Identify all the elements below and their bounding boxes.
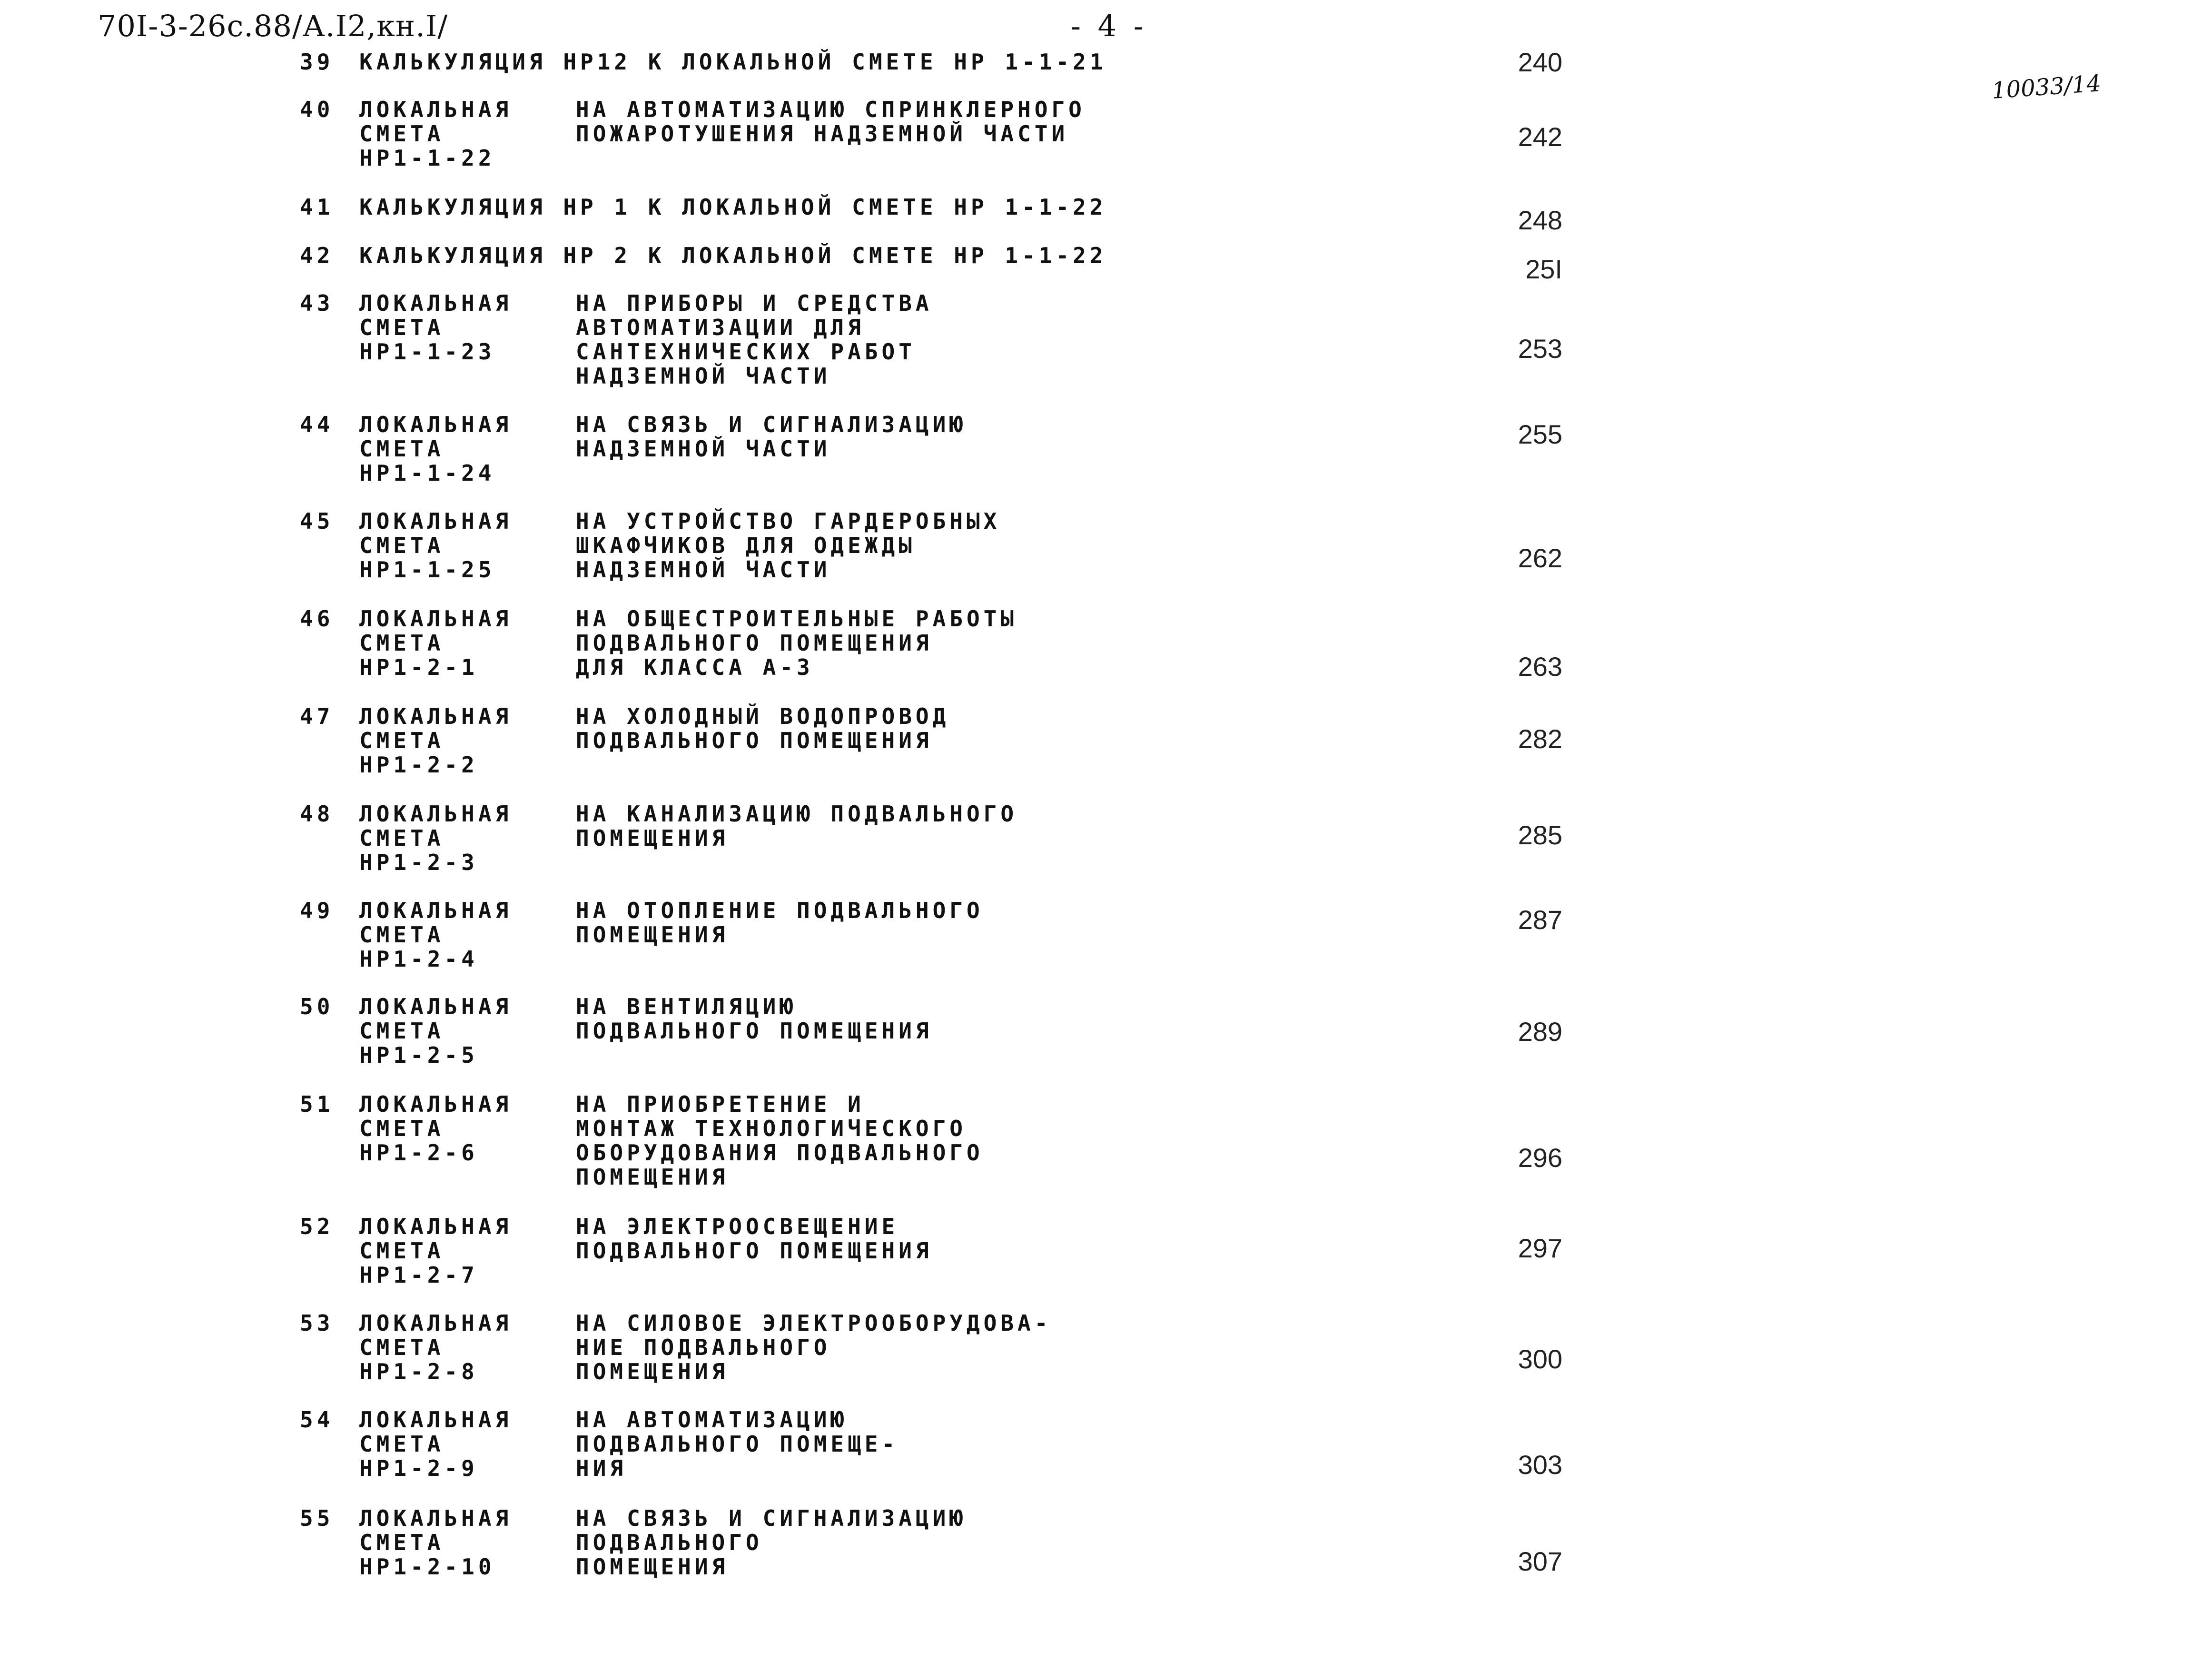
entry-calculation-title: КАЛЬКУЛЯЦИЯ НР 1 К ЛОКАЛЬНОЙ СМЕТЕ НР 1-1-22	[359, 194, 1107, 220]
entry-number: 39	[300, 49, 334, 75]
entry-document-type: ЛОКАЛЬНАЯ СМЕТА НР1-2-3	[359, 801, 513, 875]
entry-page-number: 242	[1518, 122, 1562, 152]
entry-description: НА ПРИОБРЕТЕНИЕ И МОНТАЖ ТЕХНОЛОГИЧЕСКОГО ОБОРУДОВАНИЯ ПОДВАЛЬНОГО ПОМЕЩЕНИЯ	[576, 1091, 984, 1190]
entry-page-number: 263	[1518, 652, 1562, 682]
entry-number: 47	[300, 703, 334, 729]
entry-document-type: ЛОКАЛЬНАЯ СМЕТА НР1-2-10	[359, 1505, 513, 1580]
entry-page-number: 303	[1518, 1450, 1562, 1480]
archive-stamp-number: 10033/14	[1991, 70, 2102, 104]
entry-page-number: 297	[1518, 1233, 1562, 1263]
entry-description: НА ЭЛЕКТРООСВЕЩЕНИЕ ПОДВАЛЬНОГО ПОМЕЩЕНИЯ	[576, 1214, 933, 1264]
entry-page-number: 296	[1518, 1143, 1562, 1173]
entry-document-type: ЛОКАЛЬНАЯ СМЕТА НР1-1-24	[359, 412, 513, 486]
entry-number: 44	[300, 412, 334, 437]
entry-document-type: ЛОКАЛЬНАЯ СМЕТА НР1-2-6	[359, 1091, 513, 1166]
entry-document-type: ЛОКАЛЬНАЯ СМЕТА НР1-2-7	[359, 1214, 513, 1288]
entry-page-number: 262	[1518, 543, 1562, 573]
entry-number: 51	[300, 1091, 334, 1117]
page-number: - 4 -	[1071, 9, 1147, 43]
entry-number: 45	[300, 508, 334, 534]
entry-page-number: 307	[1518, 1546, 1562, 1576]
entry-description: НА КАНАЛИЗАЦИЮ ПОДВАЛЬНОГО ПОМЕЩЕНИЯ	[576, 801, 1018, 851]
entry-number: 55	[300, 1505, 334, 1531]
entry-document-type: ЛОКАЛЬНАЯ СМЕТА НР1-1-25	[359, 508, 513, 583]
entry-description: НА СИЛОВОЕ ЭЛЕКТРООБОРУДОВА- НИЕ ПОДВАЛЬНОГО ПОМЕЩЕНИЯ	[576, 1310, 1052, 1384]
entry-description: НА ОТОПЛЕНИЕ ПОДВАЛЬНОГО ПОМЕЩЕНИЯ	[576, 898, 984, 948]
entry-page-number: 255	[1518, 419, 1562, 449]
entry-document-type: ЛОКАЛЬНАЯ СМЕТА НР1-1-23	[359, 290, 513, 365]
entry-page-number: 285	[1518, 820, 1562, 850]
entry-number: 43	[300, 290, 334, 316]
document-code: 70I-3-26с.88/А.I2,кн.I/	[98, 9, 448, 43]
entry-page-number: 248	[1518, 205, 1562, 235]
entry-description: НА АВТОМАТИЗАЦИЮ ПОДВАЛЬНОГО ПОМЕЩЕ- НИЯ	[576, 1407, 899, 1481]
entry-number: 52	[300, 1214, 334, 1239]
entry-page-number: 25I	[1525, 254, 1562, 284]
entry-document-type: ЛОКАЛЬНАЯ СМЕТА НР1-2-8	[359, 1310, 513, 1384]
entry-description: НА ПРИБОРЫ И СРЕДСТВА АВТОМАТИЗАЦИИ ДЛЯ САНТЕХНИЧЕСКИХ РАБОТ НАДЗЕМНОЙ ЧАСТИ	[576, 290, 933, 389]
entry-description: НА СВЯЗЬ И СИГНАЛИЗАЦИЮ ПОДВАЛЬНОГО ПОМЕЩЕНИЯ	[576, 1505, 967, 1580]
entry-page-number: 289	[1518, 1017, 1562, 1047]
entry-page-number: 282	[1518, 724, 1562, 754]
entry-document-type: ЛОКАЛЬНАЯ СМЕТА НР1-2-1	[359, 606, 513, 680]
entry-description: НА СВЯЗЬ И СИГНАЛИЗАЦИЮ НАДЗЕМНОЙ ЧАСТИ	[576, 412, 967, 462]
entry-page-number: 300	[1518, 1344, 1562, 1374]
entry-number: 48	[300, 801, 334, 827]
entry-description: НА ОБЩЕСТРОИТЕЛЬНЫЕ РАБОТЫ ПОДВАЛЬНОГО ПОМЕЩЕНИЯ ДЛЯ КЛАССА А-3	[576, 606, 1018, 680]
entry-number: 40	[300, 97, 334, 122]
entry-document-type: ЛОКАЛЬНАЯ СМЕТА НР1-2-9	[359, 1407, 513, 1481]
entry-page-number: 287	[1518, 905, 1562, 935]
entry-document-type: ЛОКАЛЬНАЯ СМЕТА НР1-2-5	[359, 994, 513, 1068]
entry-number: 54	[300, 1407, 334, 1433]
entry-document-type: ЛОКАЛЬНАЯ СМЕТА НР1-2-2	[359, 703, 513, 778]
entry-number: 53	[300, 1310, 334, 1336]
entry-number: 41	[300, 194, 334, 220]
entry-number: 50	[300, 994, 334, 1019]
entry-calculation-title: КАЛЬКУЛЯЦИЯ НР 2 К ЛОКАЛЬНОЙ СМЕТЕ НР 1-1-22	[359, 243, 1107, 268]
entry-document-type: ЛОКАЛЬНАЯ СМЕТА НР1-1-22	[359, 97, 513, 171]
entry-number: 46	[300, 606, 334, 632]
entry-description: НА ВЕНТИЛЯЦИЮ ПОДВАЛЬНОГО ПОМЕЩЕНИЯ	[576, 994, 933, 1044]
entry-calculation-title: КАЛЬКУЛЯЦИЯ НР12 К ЛОКАЛЬНОЙ СМЕТЕ НР 1-1-21	[359, 49, 1107, 75]
entry-number: 49	[300, 898, 334, 923]
entry-number: 42	[300, 243, 334, 268]
entry-description: НА АВТОМАТИЗАЦИЮ СПРИНКЛЕРНОГО ПОЖАРОТУШЕНИЯ НАДЗЕМНОЙ ЧАСТИ	[576, 97, 1086, 147]
entry-description: НА УСТРОЙСТВО ГАРДЕРОБНЫХ ШКАФЧИКОВ ДЛЯ ОДЕЖДЫ НАДЗЕМНОЙ ЧАСТИ	[576, 508, 1001, 583]
entry-page-number: 240	[1518, 47, 1562, 77]
entry-description: НА ХОЛОДНЫЙ ВОДОПРОВОД ПОДВАЛЬНОГО ПОМЕЩЕНИЯ	[576, 703, 950, 753]
entry-document-type: ЛОКАЛЬНАЯ СМЕТА НР1-2-4	[359, 898, 513, 972]
entry-page-number: 253	[1518, 334, 1562, 364]
